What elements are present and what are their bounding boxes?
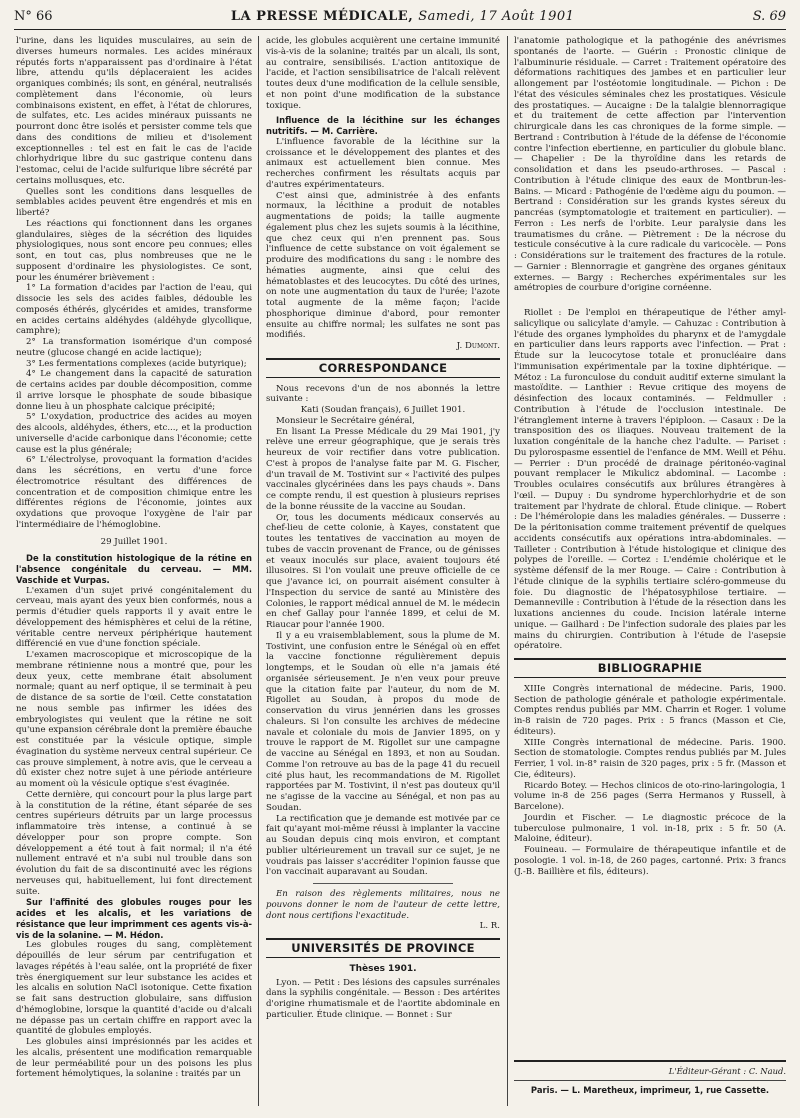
list-item: 2° La transformation isomérique d'un composé neutre (glucose changé en acide lactique); — [16, 337, 252, 358]
header-rule — [14, 29, 786, 30]
issue-date: Samedi, 17 Août 1901 — [418, 8, 575, 24]
paragraph: L'examen d'un sujet privé congénitalement du cerveau, mais ayant des yeux bien conformés, nous a permis d'étudier quels rapports il y avait entre le développement des hémisphères et celui de la rétine, véritable centre nerveux périphérique hautement différencié en vue d'une fonction spéciale. — [16, 585, 252, 650]
bibliography-entry: Fouineau. — Formulaire de thérapeutique infantile et de posologie. 1 vol. in-18, de 260 pages, cartonné. Prix: 3 francs (J.-B. Baillière et fils, éditeurs). — [514, 845, 786, 877]
letter-salutation: Monsieur le Secrétaire général, — [276, 415, 415, 426]
paragraph: acide, les globules acquièrent une certaine immunité vis-à-vis de la solanine; traités par un alcali, ils sont, au contraire, sensibilisés. L'action antitoxique de l'acide, et l'action sensibilisatrice de l'alcali relèvent toutes deux d'une modification de la cellule sensible, et non point d'une modification de la substance toxique. — [266, 36, 500, 111]
list-item: 1° La formation d'acides par l'action de l'eau, qui dissocie les sels des acides faibles, dédouble les composés éthérés, glycérides et amides, transforme en acides certains aldéhydes (aldéhyde glycollique, camphre); — [16, 283, 252, 337]
signature: L. R. — [479, 921, 500, 932]
paragraph: C'est ainsi que, administrée à des enfants normaux, la lécithine a produit de notables augmentations de poids; la taille augmente également plus chez les sujets soumis à la lécithine, que chez ceux qui n'en prennent pas. Sous l'influence de cette substance on voit également se produire des modifications du sang : le nombre des hématies augmente, ainsi que celui des hématoblastes et des leucocytes. Du côté des urines, on note une augmentation du taux de l'urée; l'azote total augmente de la même façon; l'acide phosphorique diminue d'abord, pour remonter ensuite au chiffre normal; les sulfates ne sont pas modifiés. — [266, 190, 500, 341]
paragraph: Cette dernière, qui concourt pour la plus large part à la constitution de la rétine, étant séparée de ses centres supérieurs détruits par un large processus inflammatoire très intense, a continué à se développer pour son propre compte. Son développement a été tout à fait normal; il n'a été nullement entravé et n'a subi nul trouble dans son évolution du fait de sa discontinuité avec les régions nerveuses qui, habituellement, lui font directement suite. — [16, 789, 252, 897]
column-3 — [514, 36, 786, 1056]
page-number: S. 69 — [752, 8, 786, 24]
paragraph: L'influence favorable de la lécithine sur la croissance et le développement des plantes et des animaux est actuellement bien connue. Mes recherches confirment les résultats acquis par d'autres expérimentateurs. — [266, 136, 500, 190]
bibliography-entry: XIIIe Congrès international de médecine. Paris. 1900. Section de stomatologie. Comptes rendus publiés par M. Jules Ferrier, 1 vol. in-8° raisin de 320 pages, prix : 5 fr. (Masson et Cie, éditeurs). — [514, 737, 786, 780]
letter-place-date: Kati (Soudan français), 6 Juillet 1901. — [300, 405, 466, 415]
separator — [313, 883, 453, 884]
column-2 — [266, 36, 500, 1108]
paragraph: Les globules ainsi imprésionnés par les acides et les alcalis, présentent une modification remarquable de leur perméabilité pour un des poisons les plus fortement hémolytiques, la solanine : traités par un — [16, 1037, 252, 1080]
page-header — [14, 6, 786, 26]
paragraph: La rectification que je demande est motivée par ce fait qu'ayant moi-même réussi à implanter la vaccine au Soudan depuis cinq mois environ, et comptant publier ultérieurement un travail sur ce sujet, je ne voudrais pas laisser s'accréditer l'opinion fausse que l'on vaccinait auparavant au Soudan. — [266, 813, 500, 878]
column-divider — [507, 36, 508, 1106]
list-item: 6° L'électrolyse, provoquant la formation d'acides dans les sécrétions, en vertu d'une force électromotrice résultant des différences de concentration et de composition chimique entre les différentes régions de l'économie, jointes aux oxydations que provoque l'oxygène de l'air par l'intermédiaire de l'hémoglobine. — [16, 455, 252, 530]
subsection-title: Thèses 1901. — [349, 963, 417, 974]
issue-number: N° 66 — [14, 8, 53, 24]
column-1 — [16, 36, 252, 1108]
paragraph: l'anatomie pathologique et la pathogénie des anévrismes spontanés de l'aorte. — Guérin : Pronostic clinique de l'albuminurie résiduale. — Carret : Traitement opératoire des déformations rachitiques des jambes et en particulier leur allongement par l'ostéotomie longitudinale. — Pichon : De l'état des vésicules séminales chez les prostatiques. Vésicule des prostatiques. — Aucaigne : De la talalgie blennorragique et du traitement de cette affection par l'intervention chirurgicale dans les cas chroniques de la forme simple. — Bertrand : Contribution à l'étude de la défense de l'économie contre l'infection ebertienne, en particulier du globule blanc. — Chapelier : De la thyroïdine dans les retards de consolidation et dans les pseudo-arthroses. — Pascal : Contribution à l'étude clinique des eaux de Montbrun-les-Bains. — Micard : Pathogénie de l'œdème aigu du poumon. — Bertrand : Considération sur les grands kystes séreux du pancréas (symptomatologie et traitement en particulier). — Ferron : Les nerfs de l'orbite. Leur paralysie dans les traumatismes du crâne. — Piètrement : De la nécrose du testicule consécutive à la cure radicale du varicocèle. — Pons : Considérations sur le traitement des fractures de la rotule. — Garnier : Blennorragie et gangrène des organes génitaux externes. — Bargy : Recherches expérimentales sur les amétropies de courbure d'origine cornéenne. — [514, 36, 786, 294]
bibliography-entry: Ricardo Botey. — Hechos clinicos de oto-rino-laringologia, 1 volume in-8 de 256 pages (Serra Hermanos y Russell, à Barcelone). — [514, 780, 786, 812]
article-title: Influence de la lécithine sur les échanges nutritifs. — M. Carrière. — [266, 115, 500, 136]
list-item: 3° Les fermentations complexes (acide butyrique); — [26, 358, 247, 369]
paragraph: L'examen macroscopique et microscopique de la membrane rétinienne nous a montré que, pour les deux yeux, cette membrane était absolument normale; quant au nerf optique, il se terminait à peu de distance de sa sortie de l'œil. Cette constatation ne nous semble pas infirmer les idées des embryologistes qui veulent que la rétine ne soit qu'une expansion cérébrale dont la première ébauche est constituée par la vésicule optique, simple évagination du système nerveux central supérieur. Ce cas prouve simplement, à notre avis, que le cerveau a dû exister chez notre sujet à une période antérieure au moment où la vésicule optique s'est évaginée. — [16, 650, 252, 789]
paragraph: En lisant La Presse Médicale du 29 Mai 1901, j'y relève une erreur géographique, que je serais très heureux de voir rectifier dans votre publication. C'est à propos de l'analyse faite par M. G. Fischer, d'un travail de M. Tostivint sur « l'activité des pulpes vaccinales glycérinées dans les pays chauds ». Dans ce compte rendu, il est question à plusieurs reprises de la bonne réussite de la vaccine au Soudan. — [266, 426, 500, 512]
paragraph: Les globules rouges du sang, complètement dépouillés de leur sérum par centrifugation et lavages répétés à l'eau salée, ont la propriété de fixer très énergiquement sur leur substance les acides et les alcalis en solution NaCl isotonique. Cette fixation se fait sans destruction globulaire, sans diffusion d'hémoglobine, lorsque la quantité d'acide ou d'alcali ne dépasse pas un certain chiffre en rapport avec la quantité de globules employés. — [16, 940, 252, 1037]
editorial-note: En raison des règlements militaires, nous ne pouvons donner le nom de l'auteur de cette lettre, dont nous certifions l'exactitude. — [266, 889, 500, 921]
section-title-bibliographie: BIBLIOGRAPHIE — [514, 658, 786, 678]
printer-line: Paris. — L. Maretheux, imprimeur, 1, rue Cassette. — [514, 1080, 786, 1096]
paragraph: Lyon. — Petit : Des lésions des capsules surrénales dans la syphilis congénitale. — Besson : Des artérites d'origine rhumatismale et de l'aortite abdominale en particulier. Étude clinique. — Bonnet : Sur — [266, 977, 500, 1020]
column-divider — [258, 36, 259, 1106]
paragraph: l'urine, dans les liquides musculaires, au sein de diverses humeurs normales. Les acides minéraux réputés forts n'apparaissent pas d'ordinaire à l'état libre, attendu qu'ils déplaceraient les acides organiques combinés; ils sont, en général, neutralisés complètement dans l'économie, où leurs combinaisons existent, en effet, à l'état de chlorures, de sulfates, etc. Les acides minéraux puissants ne pourront donc être isolés et persister comme tels que dans des conditions de milieu et d'isolement exceptionnelles : tel est en fait le cas de l'acide chlorhydrique libre du suc gastrique contenu dans l'estomac, celui de l'acide sulfurique libre sécrété par certains mollusques, etc. — [16, 36, 252, 186]
paragraph: Or, tous les documents médicaux conservés au chef-lieu de cette colonie, à Kayes, constatent que toutes les tentatives de vaccination au moyen de tubes de vaccin provenant de France, ou de génisses et veaux inoculés sur place, avaient toujours été illusoires. Si l'on voulait une preuve officielle de ce que j'avance ici, on pourrait aisément consulter à l'Inspection du service de santé au Ministère des Colonies, le rapport médical annuel de M. le médecin en chef Gallay pour l'année 1899, et celui de M. Riaucar pour l'année 1900. — [266, 512, 500, 630]
article-title: Sur l'affinité des globules rouges pour les acides et les alcalis, et les variations de résistance que leur imprimment ces agents vis-à-vis de la solanine. — M. Hédon. — [16, 897, 252, 940]
editor-manager: L'Éditeur-Gérant : C. Naud. — [514, 1060, 786, 1077]
paragraph: Il y a eu vraisemblablement, sous la plume de M. Tostivint, une confusion entre le Sénégal où en effet la vaccine fonctionne régulièrement depuis longtemps, et le Soudan où elle n'a jamais été organisée sérieusement. Je n'en veux pour preuve que la citation faite par l'auteur, du nom de M. Rigollet au Soudan, à propos du mode de conservation du virus jennérien dans les grosses chaleurs. Si l'on consulte les archives de médecine navale et coloniale du mois de Janvier 1895, on y trouve le rapport de M. Rigollet sur une campagne de vaccine au Sénégal en 1893, et non au Soudan. Comme l'on retrouve au bas de la page 41 du recueil cité plus haut, les recommandations de M. Rigollet rapportées par M. Tostivint, il n'est pas douteux qu'il ne s'agisse de la vaccine au Sénégal, et non pas au Soudan. — [266, 630, 500, 813]
paragraph: Les réactions qui fonctionnent dans les organes glandulaires, sièges de la sécrétion des liquides physiologiques, nous sont encore peu connues; elles sont, en tout cas, plus nombreuses que ne le supposent d'ordinaire les physiologistes. Ce sont, pour les énumérer brièvement : — [16, 218, 252, 283]
list-item: 4° Le changement dans la capacité de saturation de certains acides par double décomposition, comme il arrive lorsque le phosphate de soude bibasique donne lieu à un phosphate calcique précipité; — [16, 369, 252, 412]
paragraph: Quelles sont les conditions dans lesquelles de semblables acides peuvent être engendrés et mis en liberté? — [16, 186, 252, 218]
section-title-correspondance: CORRESPONDANCE — [266, 358, 500, 378]
journal-title: LA PRESSE MÉDICALE, Samedi, 17 Août 1901 — [230, 8, 575, 24]
page-footer — [514, 1060, 786, 1096]
signature: J. Dumont. — [456, 341, 500, 351]
section-title-universites: UNIVERSITÉS DE PROVINCE — [266, 938, 500, 958]
paragraph: Nous recevons d'un de nos abonnés la lettre suivante : — [266, 383, 500, 405]
bibliography-entry: Jourdin et Fischer. — Le diagnostic précoce de la tuberculose pulmonaire, 1 vol. in-18, prix : 5 fr. 50 (A. Maloine, éditeur). — [514, 812, 786, 845]
bibliography-entry: XIIIe Congrès international de médecine. Paris, 1900. Section de pathologie générale et pathologie expérimentale. Comptes rendus publiés par MM. Charrin et Roger. 1 volume in-8 raisin de 720 pages. Prix : 5 francs (Masson et Cie, éditeurs). — [514, 683, 786, 737]
paragraph: Riollet : De l'emploi en thérapeutique de l'éther amyl-salicylique ou salicylate d'amyle. — Cahuzac : Contribution à l'étude des organes lymphoïdes du pharynx et de l'amygdale en particulier dans leurs rapports avec l'infection. — Prat : Étude sur la leucocytose totale et pronucléaire dans l'immunisation expérimentale par la toxine diphtérique. — Métoz : La furonculose du conduit auditif externe simulant la mastoïdite. — Lanthier : Revue critique des moyens de désinfection des locaux contaminés. — Feldmuller : Contribution à l'étude de l'occlusion intestinale. De l'étranglement interne à travers l'épiploon. — Casaux : De la transposition des os iliaques. Nouveau traitement de la luxation congénitale de la hanche chez l'adulte. — Pariset : Du pylorospasme essentiel de l'enfance de MM. Weill et Péhu. — Perrier : D'un procédé de drainage péritonéo-vaginal pouvant remplacer le Mikulicz abdominal. — Lacombe : Troubles oculaires consécutifs aux brûlures étrangères à l'œil. — Dupuy : Du syndrome hyperchlorhydrie et de son traitement par l'hydrate de chloral. Étude clinique. — Robert : De l'hémérolopie dans les maladies générales. — Dusserre : De la péritonisation comme traitement préventif de quelques accidents consécutifs aux opérations intra-abdominales. — Tailleter : Contribution à l'étude histologique et clinique des polypes de l'oreille. — Cortez : L'endémie cholérique et le système défensif de la mer Rouge. — Caire : Contribution à l'étude clinique de la syphilis tertiaire scléro-gommeuse du foie. Du diagnostic de l'hépatosyphilose tertiaire. — Demanneville : Contribution à l'étude de la résection dans les luxations anciennes du coude. Incision latérale interne unique. — Gailhard : De l'infection sudorale des plaies par les mains du chirurgien. Contribution à l'étude de l'asepsie opératoire. — [514, 308, 786, 652]
article-title: De la constitution histologique de la rétine en l'absence congénitale du cerveau. — MM. Vaschide et Vurpas. — [16, 553, 252, 585]
dateline: 29 Juillet 1901. — [100, 536, 168, 547]
list-item: 5° L'oxydation, productrice des acides au moyen des alcools, aldéhydes, éthers, etc..., et la production universelle d'acide carbonique dans l'économie; cette cause est la plus générale; — [16, 412, 252, 455]
